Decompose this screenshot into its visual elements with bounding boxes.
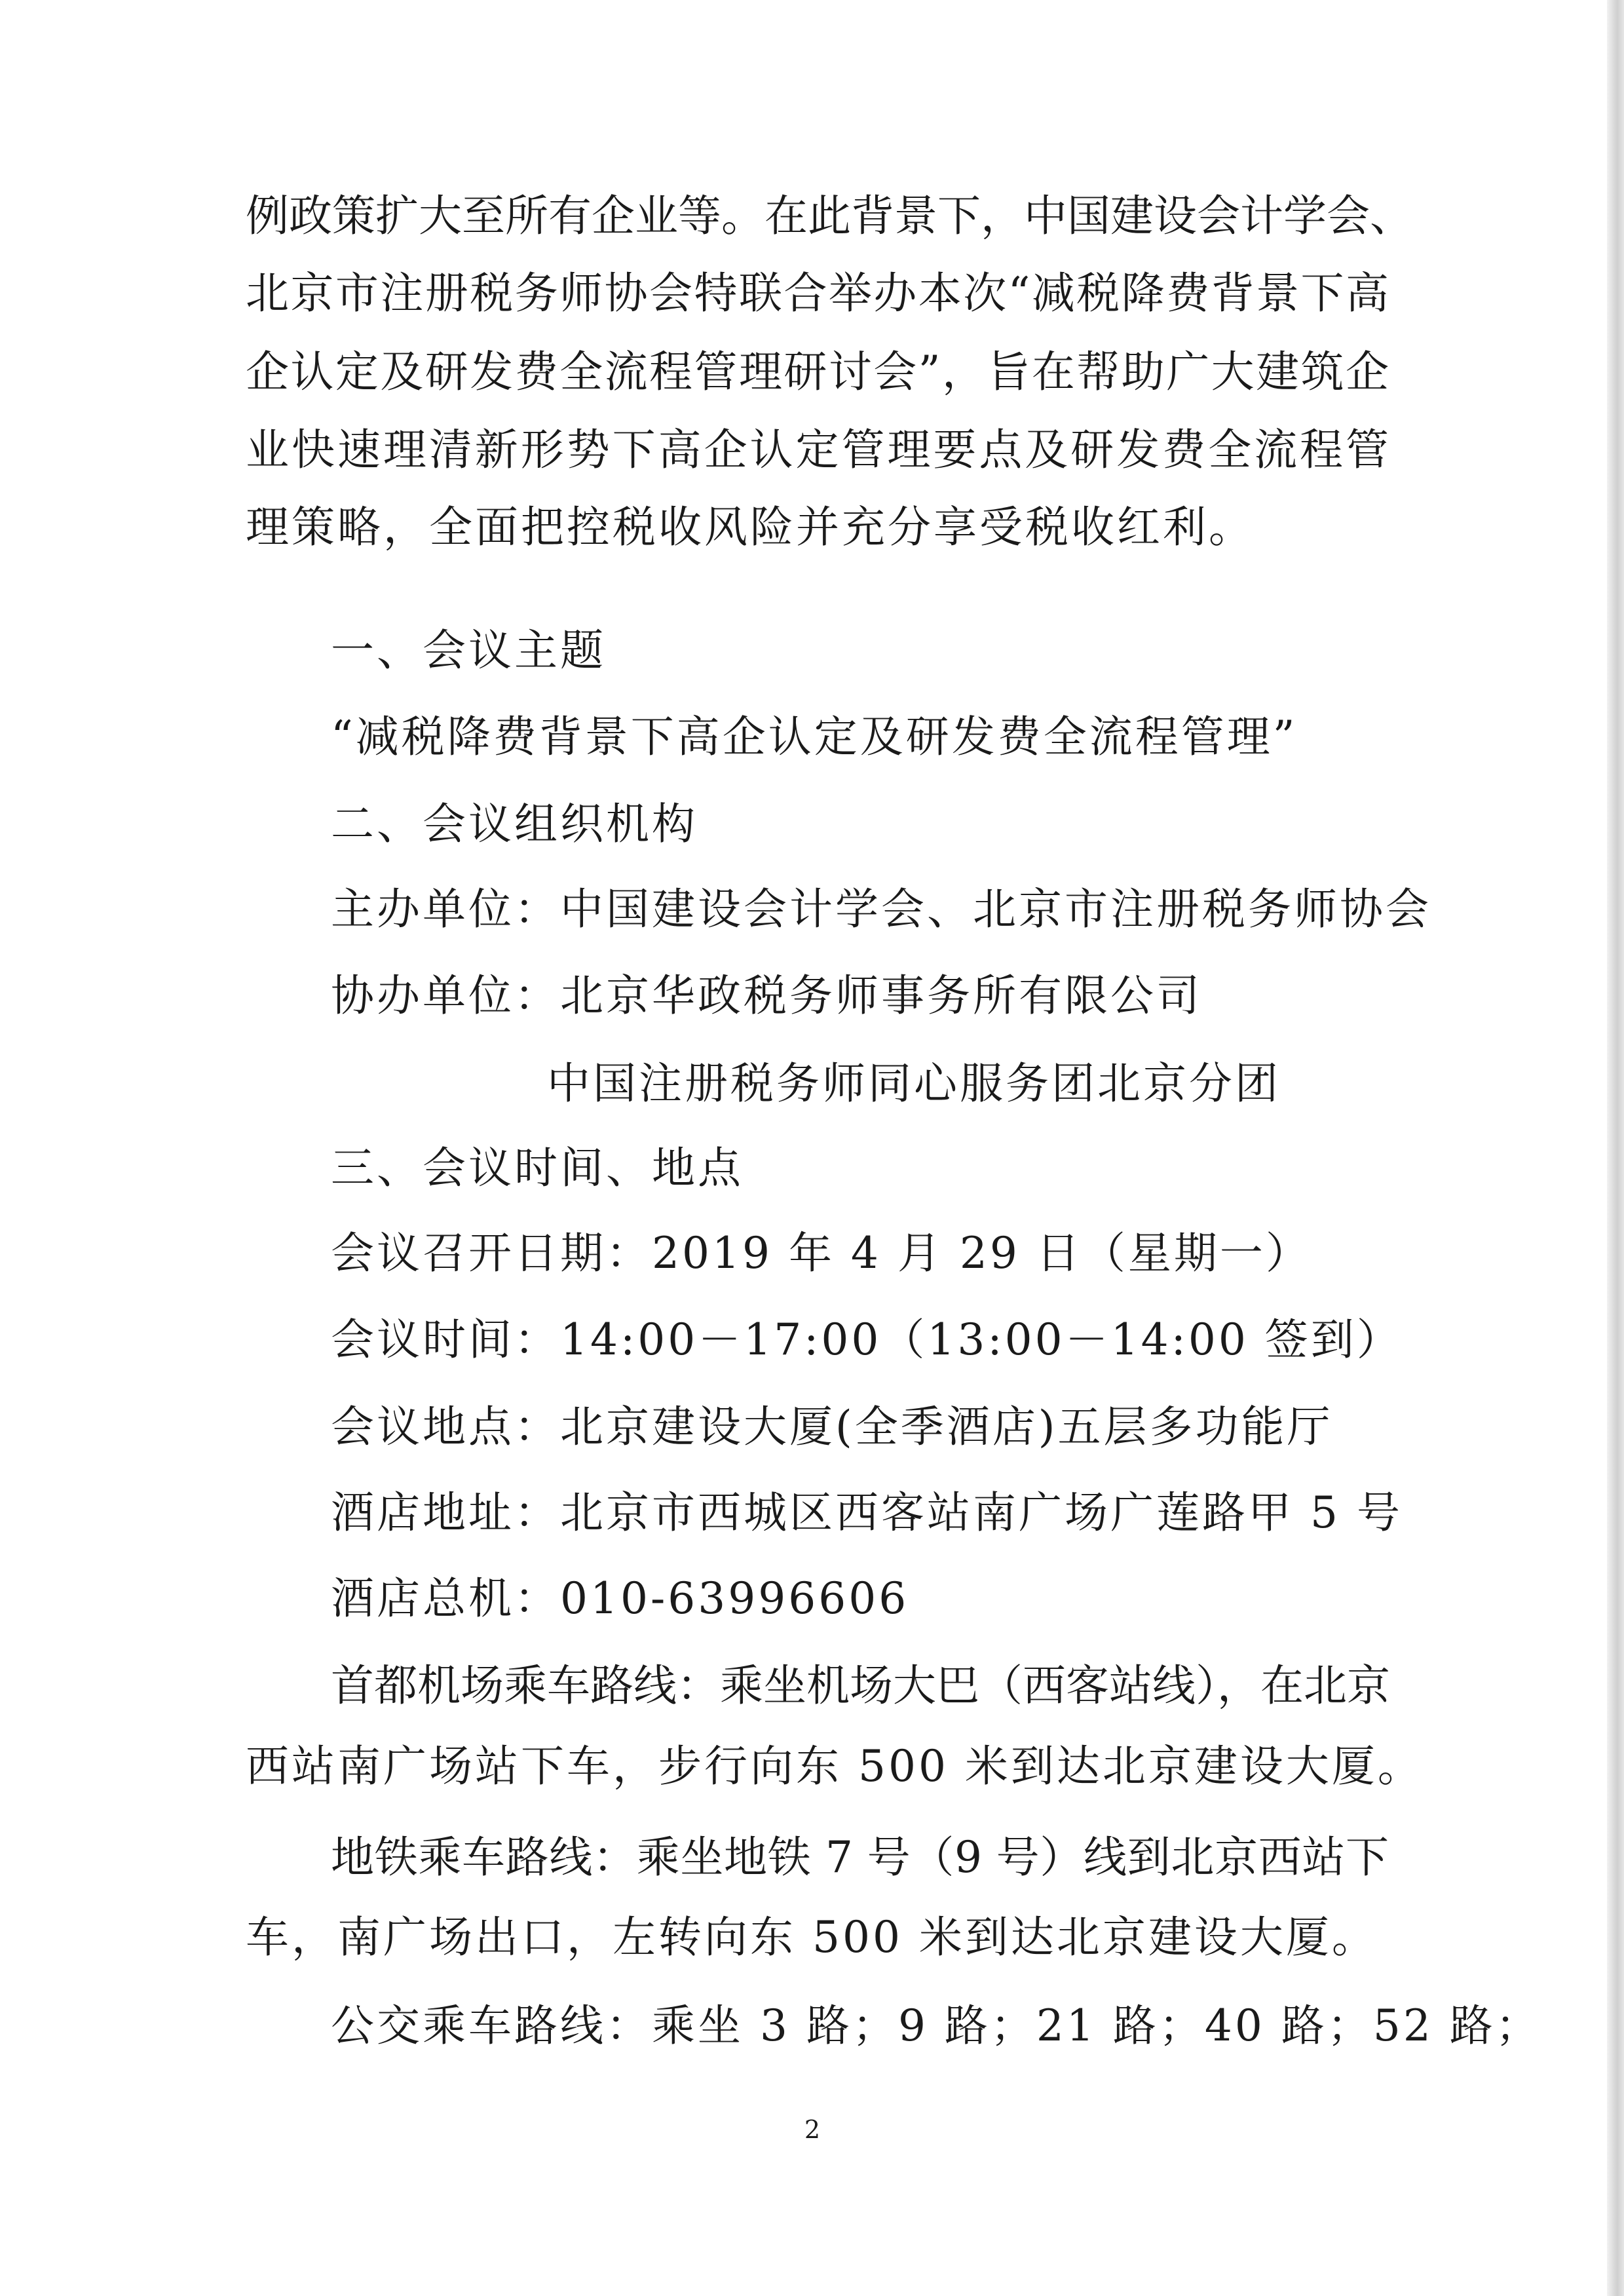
airport-route-line: 西站南广场站下车，步行向东 500 米到达北京建设大厦。 [246,1741,1424,1791]
intro-paragraph-line: 北京市注册税务师协会特联合举办本次“减税降费背景下高 [246,268,1389,318]
intro-paragraph-line: 业快速理清新形势下高企认定管理要点及研发费全流程管 [246,425,1389,475]
section-heading-time-place: 三、会议时间、地点 [331,1143,744,1193]
meeting-date: 会议召开日期：2019 年 4 月 29 日（星期一） [331,1228,1312,1278]
co-host-units-continued: 中国注册税务师同心服务团北京分团 [547,1058,1281,1109]
subway-route-line: 车，南广场出口，左转向东 500 米到达北京建设大厦。 [246,1912,1378,1962]
page-number: 2 [804,2115,821,2144]
meeting-venue: 会议地点：北京建设大厦(全季酒店)五层多功能厅 [331,1402,1333,1452]
intro-paragraph-line: 理策略，全面把控税收风险并充分享受税收红利。 [246,502,1255,552]
meeting-time: 会议时间：14:00－17:00（13:00－14:00 签到） [331,1314,1403,1365]
hotel-phone: 酒店总机：010-63996606 [331,1573,909,1624]
airport-route-line: 首都机场乘车路线：乘坐机场大巴（西客站线），在北京 [331,1660,1390,1711]
meeting-theme: “减税降费背景下高企认定及研发费全流程管理” [331,712,1298,762]
section-heading-theme: 一、会议主题 [331,625,606,676]
co-host-units: 协办单位：北京华政税务师事务所有限公司 [331,970,1202,1021]
bus-route: 公交乘车路线：乘坐 3 路；9 路；21 路；40 路；52 路； [331,2000,1541,2051]
intro-paragraph-line: 企认定及研发费全流程管理研讨会”，旨在帮助广大建筑企 [246,347,1389,397]
section-heading-organizers: 二、会议组织机构 [331,799,698,849]
scan-edge-shadow [1607,0,1624,2296]
intro-paragraph-line: 例政策扩大至所有企业等。在此背景下，中国建设会计学会、 [246,191,1413,241]
subway-route-line: 地铁乘车路线：乘坐地铁 7 号（9 号）线到北京西站下 [331,1832,1389,1883]
host-units: 主办单位：中国建设会计学会、北京市注册税务师协会 [331,884,1431,934]
hotel-address: 酒店地址：北京市西城区西客站南广场广莲路甲 5 号 [331,1487,1403,1538]
